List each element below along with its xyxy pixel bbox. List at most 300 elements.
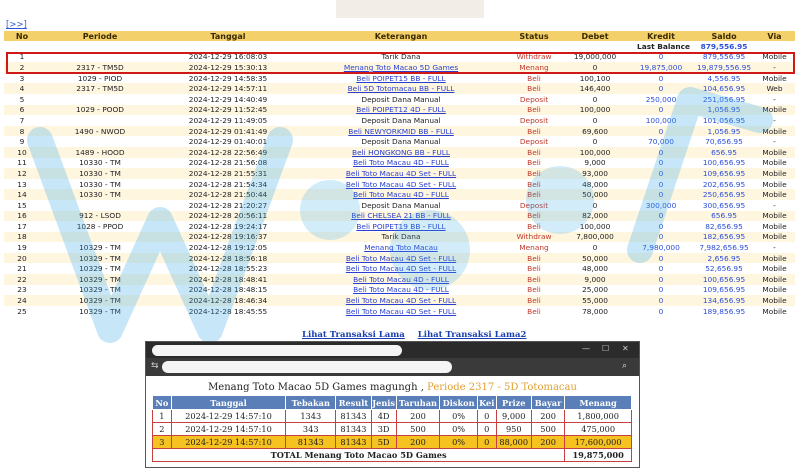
table-row (4, 73, 795, 84)
cell-saldo: 70,656.95 (694, 136, 754, 147)
cell-debet: 146,400 (562, 83, 628, 94)
cell-debet: 9,000 (562, 274, 628, 285)
cell-status: Deposit (506, 94, 562, 105)
cell-tanggal: 2024-12-28 21:55:31 (160, 168, 296, 179)
cell-via: - (754, 115, 795, 126)
sub-cell-menang: 1,800,000 (565, 410, 632, 423)
cell-debet: 0 (562, 200, 628, 211)
cell-via: Mobile (754, 295, 795, 306)
sub-cell-bayar: 200 (531, 410, 564, 423)
cell-tanggal: 2024-12-29 14:40:49 (160, 94, 296, 105)
win-detail-row (153, 436, 632, 449)
table-row (4, 306, 795, 317)
sub-header-jenis: Jenis (372, 397, 395, 408)
header-periode: Periode (40, 31, 160, 41)
cell-no: 25 (4, 306, 40, 317)
cell-periode: 10329 - TM (40, 274, 160, 285)
cell-periode: 10329 - TM (40, 263, 160, 274)
cell-keterangan[interactable]: Beli POIPET12 4D - FULL (296, 105, 506, 116)
cell-tanggal: 2024-12-28 18:48:15 (160, 285, 296, 296)
cell-status: Menang (506, 62, 562, 73)
sub-cell-result: 81343 (336, 423, 371, 436)
sub-cell-kei: 0 (477, 410, 496, 423)
cell-no: 1 (4, 52, 40, 63)
cell-saldo: 109,656.95 (694, 285, 754, 296)
sub-header-diskon: Diskon (440, 396, 477, 410)
table-row (4, 105, 795, 116)
cell-status: Deposit (506, 136, 562, 147)
cell-periode: 1490 - NWOD (40, 126, 160, 137)
cell-keterangan[interactable]: Menang Toto Macau (296, 242, 506, 253)
cell-periode: 10329 - TM (40, 306, 160, 317)
sub-header-kei: Kei (479, 397, 495, 408)
cell-debet: 82,000 (562, 211, 628, 222)
cell-no: 20 (4, 253, 40, 264)
cell-keterangan[interactable]: Beli Toto Macau 4D - FULL (296, 285, 506, 296)
cell-periode: 10330 - TM (40, 168, 160, 179)
sub-cell-menang: 475,000 (565, 423, 632, 436)
cell-via: Mobile (754, 105, 795, 116)
cell-keterangan[interactable]: Beli Toto Macau 4D Set - FULL (296, 306, 506, 317)
cell-via: Mobile (754, 179, 795, 190)
cell-tanggal: 2024-12-28 19:24:17 (160, 221, 296, 232)
cell-periode: 10329 - TM (40, 253, 160, 264)
cell-status: Withdraw (506, 232, 562, 243)
cell-via: Mobile (754, 126, 795, 137)
cell-periode: 2317 - TM5D (40, 62, 160, 73)
cell-saldo: 134,656.95 (694, 295, 754, 306)
sub-cell-prize: 950 (496, 423, 531, 436)
cell-saldo: 82,656.95 (694, 221, 754, 232)
cell-status: Beli (506, 189, 562, 200)
cell-status: Beli (506, 158, 562, 169)
sub-cell-taruhan: 200 (396, 436, 440, 449)
cell-status: Beli (506, 168, 562, 179)
cell-status: Beli (506, 105, 562, 116)
cell-keterangan[interactable]: Beli Toto Macau 4D - FULL (296, 189, 506, 200)
cell-keterangan: Deposit Dana Manual (296, 94, 506, 105)
cell-tanggal: 2024-12-29 15:30:13 (160, 62, 296, 73)
cell-debet: 50,000 (562, 253, 628, 264)
sub-cell-taruhan: 200 (396, 410, 440, 423)
cell-no: 5 (4, 94, 40, 105)
table-row (4, 158, 795, 169)
table-row (4, 232, 795, 243)
table-row (4, 189, 795, 200)
header-tanggal: Tanggal (160, 31, 296, 41)
cell-kredit: 70,000 (628, 136, 694, 147)
cell-keterangan[interactable]: Beli POIPET19 BB - FULL (296, 221, 506, 232)
cell-no: 14 (4, 189, 40, 200)
cell-debet: 100,000 (562, 147, 628, 158)
cell-saldo: 7,982,656.95 (694, 242, 754, 253)
cell-status: Beli (506, 306, 562, 317)
cell-debet: 0 (562, 94, 628, 105)
sub-cell-result: 81343 (336, 436, 371, 449)
cell-keterangan: Tarik Dana (296, 52, 506, 63)
cell-periode (40, 136, 160, 147)
popup-tab-pill (152, 345, 402, 356)
cell-keterangan[interactable]: Beli CHELSEA 21 BB - FULL (296, 211, 506, 222)
cell-periode: 10329 - TM (40, 295, 160, 306)
cell-keterangan[interactable]: Menang Toto Macao 5D Games (296, 62, 506, 73)
sub-cell-tebakan: 81343 (286, 436, 336, 449)
table-row (4, 274, 795, 285)
sub-header-no: No (153, 396, 172, 410)
cell-tanggal: 2024-12-28 21:54:34 (160, 179, 296, 190)
cell-status: Deposit (506, 115, 562, 126)
cell-tanggal: 2024-12-28 18:55:23 (160, 263, 296, 274)
header-via: Via (754, 31, 795, 41)
prev-page-link[interactable]: [>>] (6, 20, 27, 30)
sub-cell-bayar: 500 (531, 423, 564, 436)
table-row (4, 126, 795, 137)
cell-debet: 93,000 (562, 168, 628, 179)
table-row (4, 62, 795, 73)
popup-addressbar (146, 358, 639, 376)
popup-title-main: Menang Toto Macao 5D Games magungh , (208, 382, 424, 393)
cell-saldo: 300,656.95 (694, 200, 754, 211)
cell-debet: 100,100 (562, 73, 628, 84)
cell-debet: 69,600 (562, 126, 628, 137)
sub-cell-kei: 0 (477, 423, 496, 436)
cell-via: - (754, 94, 795, 105)
cell-saldo: 2,656.95 (694, 253, 754, 264)
cell-periode: 10330 - TM (40, 189, 160, 200)
header-keterangan: Keterangan (296, 31, 506, 41)
cell-no: 8 (4, 126, 40, 137)
cell-keterangan[interactable]: Beli Toto Macau 4D Set - FULL (296, 295, 506, 306)
table-row (4, 83, 795, 94)
win-total-value: 19,875,000 (565, 449, 632, 462)
header-debet: Debet (562, 31, 628, 41)
table-row (4, 115, 795, 126)
cell-no: 4 (4, 83, 40, 94)
cell-debet: 9,000 (562, 158, 628, 169)
cell-periode: 10330 - TM (40, 179, 160, 190)
sub-header-prize: Prize (496, 396, 531, 410)
cell-saldo: 52,656.95 (694, 263, 754, 274)
cell-via: - (754, 136, 795, 147)
win-detail-header (153, 396, 632, 410)
cell-keterangan[interactable]: Beli Toto Macau 4D Set - FULL (296, 263, 506, 274)
cell-debet: 0 (562, 136, 628, 147)
sub-cell-jenis: 4D (371, 410, 396, 423)
cell-saldo: 656.95 (694, 147, 754, 158)
cell-tanggal: 2024-12-28 18:45:55 (160, 306, 296, 317)
cell-kredit: 0 (628, 232, 694, 243)
cell-debet: 48,000 (562, 179, 628, 190)
cell-keterangan: Deposit Dana Manual (296, 136, 506, 147)
top-banner-box (336, 0, 484, 18)
cell-periode (40, 232, 160, 243)
cell-tanggal: 2024-12-29 11:52:45 (160, 105, 296, 116)
cell-debet: 19,000,000 (562, 52, 628, 63)
cell-tanggal: 2024-12-29 11:49:05 (160, 115, 296, 126)
cell-keterangan: Deposit Dana Manual (296, 115, 506, 126)
cell-no: 21 (4, 263, 40, 274)
cell-no: 22 (4, 274, 40, 285)
cell-debet: 0 (562, 62, 628, 73)
old-transactions2-link[interactable]: Lihat Transaksi Lama2 (417, 330, 527, 340)
sub-cell-jenis: 5D (371, 436, 396, 449)
sub-cell-no: 2 (153, 423, 172, 436)
cell-kredit: 0 (628, 179, 694, 190)
cell-kredit: 0 (628, 168, 694, 179)
cell-via: Mobile (754, 285, 795, 296)
table-row (4, 295, 795, 306)
sub-header-tanggal: Tanggal (171, 396, 286, 410)
table-row (4, 200, 795, 211)
cell-kredit: 0 (628, 105, 694, 116)
cell-status: Beli (506, 221, 562, 232)
cell-kredit: 0 (628, 306, 694, 317)
cell-saldo: 251,056.95 (694, 94, 754, 105)
cell-keterangan[interactable]: Beli Toto Macau 4D Set - FULL (296, 253, 506, 264)
cell-periode: 10329 - TM (40, 242, 160, 253)
popup-url-field[interactable] (162, 361, 452, 373)
table-row (4, 211, 795, 222)
win-detail-popup (145, 341, 640, 468)
cell-debet: 0 (562, 242, 628, 253)
cell-keterangan: Deposit Dana Manual (296, 200, 506, 211)
cell-via: Mobile (754, 52, 795, 63)
sub-header-tebakan: Tebakan (286, 396, 336, 410)
cell-kredit: 0 (628, 52, 694, 63)
cell-status: Beli (506, 83, 562, 94)
table-header-row (4, 31, 795, 41)
table-row (4, 253, 795, 264)
table-row (4, 179, 795, 190)
cell-kredit: 0 (628, 158, 694, 169)
cell-no: 7 (4, 115, 40, 126)
cell-periode: 1028 - PPOD (40, 221, 160, 232)
cell-keterangan[interactable]: Beli HONGKONG BB - FULL (296, 147, 506, 158)
table-row (4, 136, 795, 147)
cell-saldo: 4,556.95 (694, 73, 754, 84)
cell-saldo: 101,056.95 (694, 115, 754, 126)
cell-via: - (754, 200, 795, 211)
table-row (4, 263, 795, 274)
transaction-table (4, 31, 795, 316)
cell-no: 19 (4, 242, 40, 253)
cell-via: Web (754, 83, 795, 94)
sub-cell-no: 3 (153, 436, 172, 449)
cell-keterangan[interactable]: Beli NEWYORKMID BB - FULL (296, 126, 506, 137)
cell-tanggal: 2024-12-29 14:58:35 (160, 73, 296, 84)
cell-status: Beli (506, 126, 562, 137)
cell-via: Mobile (754, 211, 795, 222)
maximize-icon[interactable]: ☐ (602, 344, 610, 353)
table-row (4, 221, 795, 232)
sub-header-bayar: Bayar (531, 396, 564, 410)
sub-cell-prize: 88,000 (496, 436, 531, 449)
cell-debet: 25,000 (562, 285, 628, 296)
cell-debet: 50,000 (562, 189, 628, 200)
cell-no: 13 (4, 179, 40, 190)
cell-periode: 2317 - TM5D (40, 83, 160, 94)
cell-debet: 48,000 (562, 263, 628, 274)
cell-no: 17 (4, 221, 40, 232)
header-status: Status (506, 31, 562, 41)
sub-cell-tebakan: 1343 (286, 410, 336, 423)
sub-cell-diskon: 0% (440, 423, 477, 436)
sub-cell-tanggal: 2024-12-29 14:57:10 (171, 423, 286, 436)
cell-debet: 0 (562, 115, 628, 126)
cell-no: 16 (4, 211, 40, 222)
cell-saldo: 100,656.95 (694, 158, 754, 169)
sub-header-taruhan: Taruhan (396, 396, 440, 410)
win-total-label: TOTAL Menang Toto Macao 5D Games (153, 449, 565, 462)
cell-via: - (754, 62, 795, 73)
footer-links (302, 330, 536, 340)
cell-tanggal: 2024-12-28 22:56:49 (160, 147, 296, 158)
cell-kredit: 100,000 (628, 115, 694, 126)
cell-keterangan[interactable]: Beli Toto Macau 4D Set - FULL (296, 168, 506, 179)
cell-saldo: 189,856.95 (694, 306, 754, 317)
cell-keterangan[interactable]: Beli Toto Macau 4D - FULL (296, 274, 506, 285)
cell-tanggal: 2024-12-29 01:41:49 (160, 126, 296, 137)
last-balance-row (4, 41, 795, 52)
sub-cell-bayar: 200 (531, 436, 564, 449)
popup-title-periode: Periode 2317 - 5D Totomacau (427, 382, 577, 393)
cell-status: Deposit (506, 200, 562, 211)
win-detail-table (152, 395, 632, 462)
sub-cell-tebakan: 343 (286, 423, 336, 436)
cell-kredit: 0 (628, 285, 694, 296)
cell-kredit: 0 (628, 274, 694, 285)
cell-debet: 78,000 (562, 306, 628, 317)
sub-cell-menang: 17,600,000 (565, 436, 632, 449)
cell-tanggal: 2024-12-28 21:56:08 (160, 158, 296, 169)
cell-debet: 100,000 (562, 221, 628, 232)
cell-periode (40, 200, 160, 211)
cell-kredit: 300,000 (628, 200, 694, 211)
cell-periode (40, 115, 160, 126)
cell-tanggal: 2024-12-28 19:12:05 (160, 242, 296, 253)
cell-tanggal: 2024-12-28 18:48:41 (160, 274, 296, 285)
cell-no: 18 (4, 232, 40, 243)
cell-keterangan[interactable]: Beli Toto Macau 4D - FULL (296, 158, 506, 169)
table-row (4, 242, 795, 253)
cell-via: Mobile (754, 232, 795, 243)
settings-icon[interactable]: ⇆ (151, 361, 159, 371)
cell-periode: 912 - LSOD (40, 211, 160, 222)
win-detail-row (153, 410, 632, 423)
cell-status: Beli (506, 263, 562, 274)
table-row (4, 285, 795, 296)
cell-debet: 100,000 (562, 105, 628, 116)
sub-cell-no: 1 (153, 410, 172, 423)
sub-cell-prize: 9,000 (496, 410, 531, 423)
cell-saldo: 1,056.95 (694, 126, 754, 137)
cell-kredit: 250,000 (628, 94, 694, 105)
sub-cell-diskon: 0% (440, 410, 477, 423)
cell-keterangan[interactable]: Beli POIPET15 BB - FULL (296, 73, 506, 84)
header-no: No (4, 31, 40, 41)
cell-via: Mobile (754, 253, 795, 264)
cell-kredit: 0 (628, 211, 694, 222)
cell-no: 9 (4, 136, 40, 147)
minimize-icon[interactable]: — (582, 344, 590, 353)
cell-no: 2 (4, 62, 40, 73)
cell-status: Beli (506, 295, 562, 306)
cell-periode: 1029 - POOD (40, 105, 160, 116)
cell-no: 24 (4, 295, 40, 306)
cell-status: Withdraw (506, 52, 562, 63)
cell-saldo: 109,656.95 (694, 168, 754, 179)
cell-keterangan: Tarik Dana (296, 232, 506, 243)
cell-tanggal: 2024-12-28 20:56:11 (160, 211, 296, 222)
cell-saldo: 19,879,556.95 (694, 62, 754, 73)
last-balance-value: 879,556.95 (694, 41, 754, 52)
last-balance-label: Last Balance (562, 41, 694, 52)
cell-tanggal: 2024-12-28 19:16:37 (160, 232, 296, 243)
close-icon[interactable]: ✕ (622, 344, 629, 353)
cell-periode: 1029 - PIOD (40, 73, 160, 84)
cell-status: Menang (506, 242, 562, 253)
cell-status: Beli (506, 179, 562, 190)
cell-saldo: 104,656.95 (694, 83, 754, 94)
cell-tanggal: 2024-12-28 21:20:27 (160, 200, 296, 211)
table-row (4, 147, 795, 158)
cell-kredit: 0 (628, 147, 694, 158)
cell-kredit: 0 (628, 253, 694, 264)
cell-kredit: 7,980,000 (628, 242, 694, 253)
popup-titlebar (146, 342, 639, 358)
win-detail-row (153, 423, 632, 436)
cell-saldo: 100,656.95 (694, 274, 754, 285)
cell-via: Mobile (754, 147, 795, 158)
sub-header-result: Result (336, 396, 371, 410)
cell-via: - (754, 242, 795, 253)
cell-kredit: 0 (628, 221, 694, 232)
cell-tanggal: 2024-12-29 14:57:11 (160, 83, 296, 94)
table-row (4, 94, 795, 105)
cell-kredit: 0 (628, 73, 694, 84)
cell-status: Beli (506, 211, 562, 222)
sub-header-menang: Menang (565, 396, 632, 410)
cell-kredit: 0 (628, 295, 694, 306)
cell-keterangan[interactable]: Beli Toto Macau 4D Set - FULL (296, 179, 506, 190)
header-saldo: Saldo (694, 31, 754, 41)
cell-tanggal: 2024-12-29 01:40:01 (160, 136, 296, 147)
popup-title (146, 382, 639, 393)
cell-via: Mobile (754, 306, 795, 317)
cell-no: 3 (4, 73, 40, 84)
cell-via: Mobile (754, 73, 795, 84)
old-transactions-link[interactable]: Lihat Transaksi Lama (302, 330, 405, 340)
sub-cell-jenis: 3D (371, 423, 396, 436)
cell-no: 12 (4, 168, 40, 179)
cell-kredit: 0 (628, 83, 694, 94)
sub-cell-result: 81343 (336, 410, 371, 423)
zoom-icon[interactable]: ⌕ (622, 361, 628, 371)
cell-status: Beli (506, 73, 562, 84)
cell-kredit: 0 (628, 126, 694, 137)
sub-cell-kei: 0 (477, 436, 496, 449)
cell-periode (40, 52, 160, 63)
cell-saldo: 656.95 (694, 211, 754, 222)
cell-saldo: 202,656.95 (694, 179, 754, 190)
cell-via: Mobile (754, 263, 795, 274)
cell-no: 23 (4, 285, 40, 296)
sub-cell-taruhan: 500 (396, 423, 440, 436)
cell-saldo: 879,556.95 (694, 52, 754, 63)
cell-tanggal: 2024-12-28 18:56:18 (160, 253, 296, 264)
cell-keterangan[interactable]: Beli 5D Totomacau BB - FULL (296, 83, 506, 94)
cell-periode: 1489 - HOOD (40, 147, 160, 158)
